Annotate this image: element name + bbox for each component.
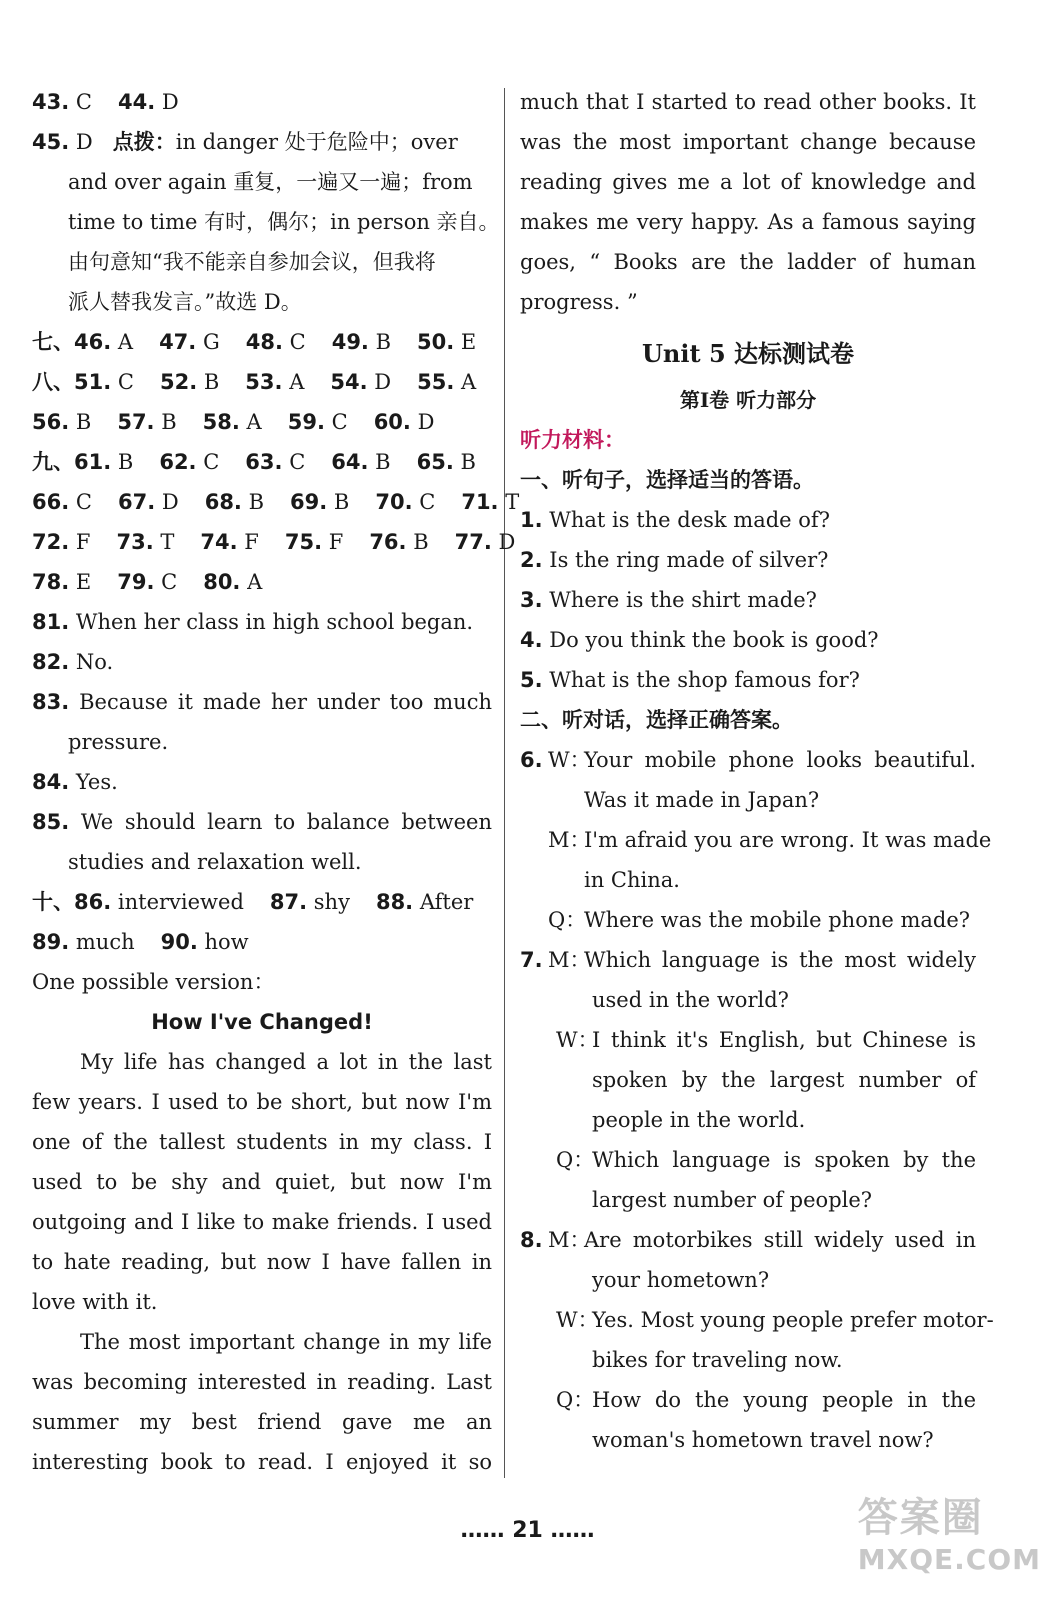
- dialogue-6-q: Q： Where was the mobile phone made?: [548, 908, 971, 932]
- answer-item: 60. D: [373, 410, 435, 434]
- essay-line: interesting book to read. I enjoyed it so: [32, 1450, 492, 1474]
- essay-line: was the most important change because: [520, 130, 976, 154]
- answer-row-43-44: [32, 82, 492, 122]
- part-title: 第Ⅰ卷 听力部分: [679, 388, 817, 412]
- answer-item: 53. A: [245, 370, 305, 394]
- answer-row: [32, 362, 492, 402]
- answer-84: 84. Yes.: [32, 770, 118, 794]
- answer-85: 85. We should learn to balance between: [32, 810, 492, 834]
- essay-paragraph-2: [32, 1322, 492, 1482]
- answer-row-86-88: [32, 882, 492, 922]
- answer-item: 73. T: [116, 530, 175, 554]
- answer-item: 九、61. B: [32, 450, 134, 474]
- essay-line: to hate reading, but now I have fallen in: [32, 1250, 492, 1274]
- answer-item: 47. G: [159, 330, 220, 354]
- answer-item: 65. B: [416, 450, 476, 474]
- dialogue-8-w-cont: bikes for traveling now.: [592, 1348, 843, 1372]
- dialogue-8-w: W： Yes. Most young people prefer motor-: [556, 1308, 994, 1332]
- essay-line: progress. ”: [520, 290, 638, 314]
- dialogue-6-w: 6. W： Your mobile phone looks beautiful.: [520, 748, 976, 772]
- essay-line: was becoming interested in reading. Last: [32, 1370, 492, 1394]
- answer-82: 82. No.: [32, 650, 114, 674]
- answer-row: [32, 442, 492, 482]
- answer-90: 90. how: [160, 930, 249, 954]
- answer-86: 十、86. interviewed: [32, 890, 244, 914]
- answer-item: 68. B: [204, 490, 265, 514]
- answer-item: 70. C: [375, 490, 436, 514]
- answer-item: 80. A: [203, 570, 263, 594]
- essay-paragraph-continued: [520, 82, 976, 322]
- left-column: [32, 82, 520, 1482]
- answer-item: 62. C: [159, 450, 220, 474]
- dialogue-8-m-cont: your hometown?: [592, 1268, 770, 1292]
- answer-45-line3: time to time 有时，偶尔；in person 亲自。: [68, 210, 500, 234]
- answer-item: 50. E: [417, 330, 477, 354]
- section-1-heading: 一、听句子，选择适当的答语。: [520, 467, 814, 492]
- essay-line: goes, “ Books are the ladder of human: [520, 250, 976, 274]
- essay-line: summer my best friend gave me an: [32, 1410, 492, 1434]
- dialogue-6-m-cont: in China.: [584, 868, 680, 892]
- answer-45: 45. D 点拨：in danger 处于危险中；over: [32, 130, 458, 154]
- listening-sentence: 3. Where is the shirt made?: [520, 588, 817, 612]
- answer-87: 87. shy: [269, 890, 350, 914]
- answer-row: [32, 402, 492, 442]
- dialogue-7-q: Q： Which language is spoken by the: [556, 1148, 976, 1172]
- essay-line: reading gives me a lot of knowledge and: [520, 170, 976, 194]
- dialogue-7-m: 7. M： Which language is the most widely: [520, 948, 976, 972]
- answer-83-cont: pressure.: [68, 730, 169, 754]
- answer-item: 71. T: [461, 490, 520, 514]
- answer-item: 八、51. C: [32, 370, 134, 394]
- dialogue-7-w-cont1: spoken by the largest number of: [592, 1068, 976, 1092]
- unit-title: Unit 5 达标测试卷: [642, 339, 854, 368]
- essay-line: much that I started to read other books. It: [520, 90, 976, 114]
- answer-44: 44. D: [117, 90, 179, 114]
- right-column: [520, 82, 994, 1460]
- answer-43: 43. C: [32, 90, 92, 114]
- answer-item: 59. C: [287, 410, 348, 434]
- dialogue-7-w: W： I think it's English, but Chinese is: [556, 1028, 976, 1052]
- page-number: …… 21 ……: [460, 1518, 595, 1543]
- answer-item: 78. E: [32, 570, 92, 594]
- listening-material-label: 听力材料：: [520, 427, 625, 452]
- dialogue-7-m-cont: used in the world?: [592, 988, 789, 1012]
- essay-paragraph-1: [32, 1042, 492, 1322]
- essay-line: one of the tallest students in my class. I: [32, 1130, 492, 1154]
- answer-item: 55. A: [417, 370, 477, 394]
- answer-item: 54. D: [330, 370, 392, 394]
- answer-45-line2: and over again 重复，一遍又一遍；from: [68, 170, 473, 194]
- answer-item: 56. B: [32, 410, 92, 434]
- answer-83: 83. Because it made her under too much: [32, 690, 492, 714]
- answer-row: [32, 482, 520, 522]
- watermark-logo: 答案圈 MXQE.COM: [857, 1495, 1041, 1576]
- listening-sentence: 1. What is the desk made of?: [520, 508, 830, 532]
- column-divider: [504, 88, 505, 1478]
- answer-89: 89. much: [32, 930, 135, 954]
- version-label: One possible version：: [32, 970, 275, 994]
- dialogue-8-q-cont: woman's hometown travel now?: [592, 1428, 934, 1452]
- answer-item: 66. C: [32, 490, 92, 514]
- answer-item: 48. C: [245, 330, 306, 354]
- answer-item: 69. B: [290, 490, 350, 514]
- sentence-list: [520, 500, 976, 700]
- essay-line: makes me very happy. As a famous saying: [520, 210, 976, 234]
- answer-88: 88. After: [375, 890, 474, 914]
- essay-line: love with it.: [32, 1290, 158, 1314]
- answer-item: 49. B: [331, 330, 392, 354]
- answer-45-line4: 由句意知“我不能亲自参加会议，但我将: [68, 250, 436, 274]
- answer-85-cont: studies and relaxation well.: [68, 850, 362, 874]
- answer-item: 72. F: [32, 530, 91, 554]
- answer-row: [32, 562, 492, 602]
- essay-line: My life has changed a lot in the last: [80, 1050, 492, 1074]
- answer-item: 74. F: [200, 530, 259, 554]
- listening-sentence: 5. What is the shop famous for?: [520, 668, 860, 692]
- answer-item: 七、46. A: [32, 330, 134, 354]
- answer-item: 67. D: [117, 490, 179, 514]
- essay-line: outgoing and I like to make friends. I used: [32, 1210, 492, 1234]
- answer-item: 57. B: [117, 410, 177, 434]
- dialogue-6-w-cont: Was it made in Japan?: [584, 788, 820, 812]
- essay-title: How I've Changed!: [151, 1010, 373, 1034]
- answer-item: 79. C: [117, 570, 178, 594]
- answer-rows: [32, 322, 520, 602]
- answer-item: 63. C: [245, 450, 306, 474]
- essay-line: used to be shy and quiet, but now I'm: [32, 1170, 492, 1194]
- dialogue-7-q-cont: largest number of people?: [592, 1188, 873, 1212]
- dialogue-7-w-cont2: people in the world.: [592, 1108, 806, 1132]
- answer-row-89-90: [32, 922, 492, 962]
- tip-label: 点拨：: [112, 130, 176, 154]
- listening-sentence: 2. Is the ring made of silver?: [520, 548, 829, 572]
- answer-45-line5: 派人替我发言。”故选 D。: [68, 290, 302, 314]
- essay-line: few years. I used to be short, but now I'm: [32, 1090, 492, 1114]
- answer-item: 52. B: [159, 370, 220, 394]
- dialogue-8-m: 8. M： Are motorbikes still widely used in: [520, 1228, 976, 1252]
- dialogue-8-q: Q： How do the young people in the: [556, 1388, 976, 1412]
- essay-line: The most important change in my life: [80, 1330, 492, 1354]
- dialogue-6-m: M： I'm afraid you are wrong. It was made: [548, 828, 992, 852]
- answer-81: 81. When her class in high school began.: [32, 610, 474, 634]
- answer-row: [32, 322, 492, 362]
- listening-sentence: 4. Do you think the book is good?: [520, 628, 879, 652]
- section-2-heading: 二、听对话，选择正确答案。: [520, 707, 793, 732]
- answer-item: 58. A: [202, 410, 262, 434]
- answer-item: 76. B: [369, 530, 429, 554]
- answer-row: [32, 522, 516, 562]
- answer-item: 75. F: [284, 530, 344, 554]
- answer-item: 77. D: [454, 530, 516, 554]
- answer-item: 64. B: [331, 450, 391, 474]
